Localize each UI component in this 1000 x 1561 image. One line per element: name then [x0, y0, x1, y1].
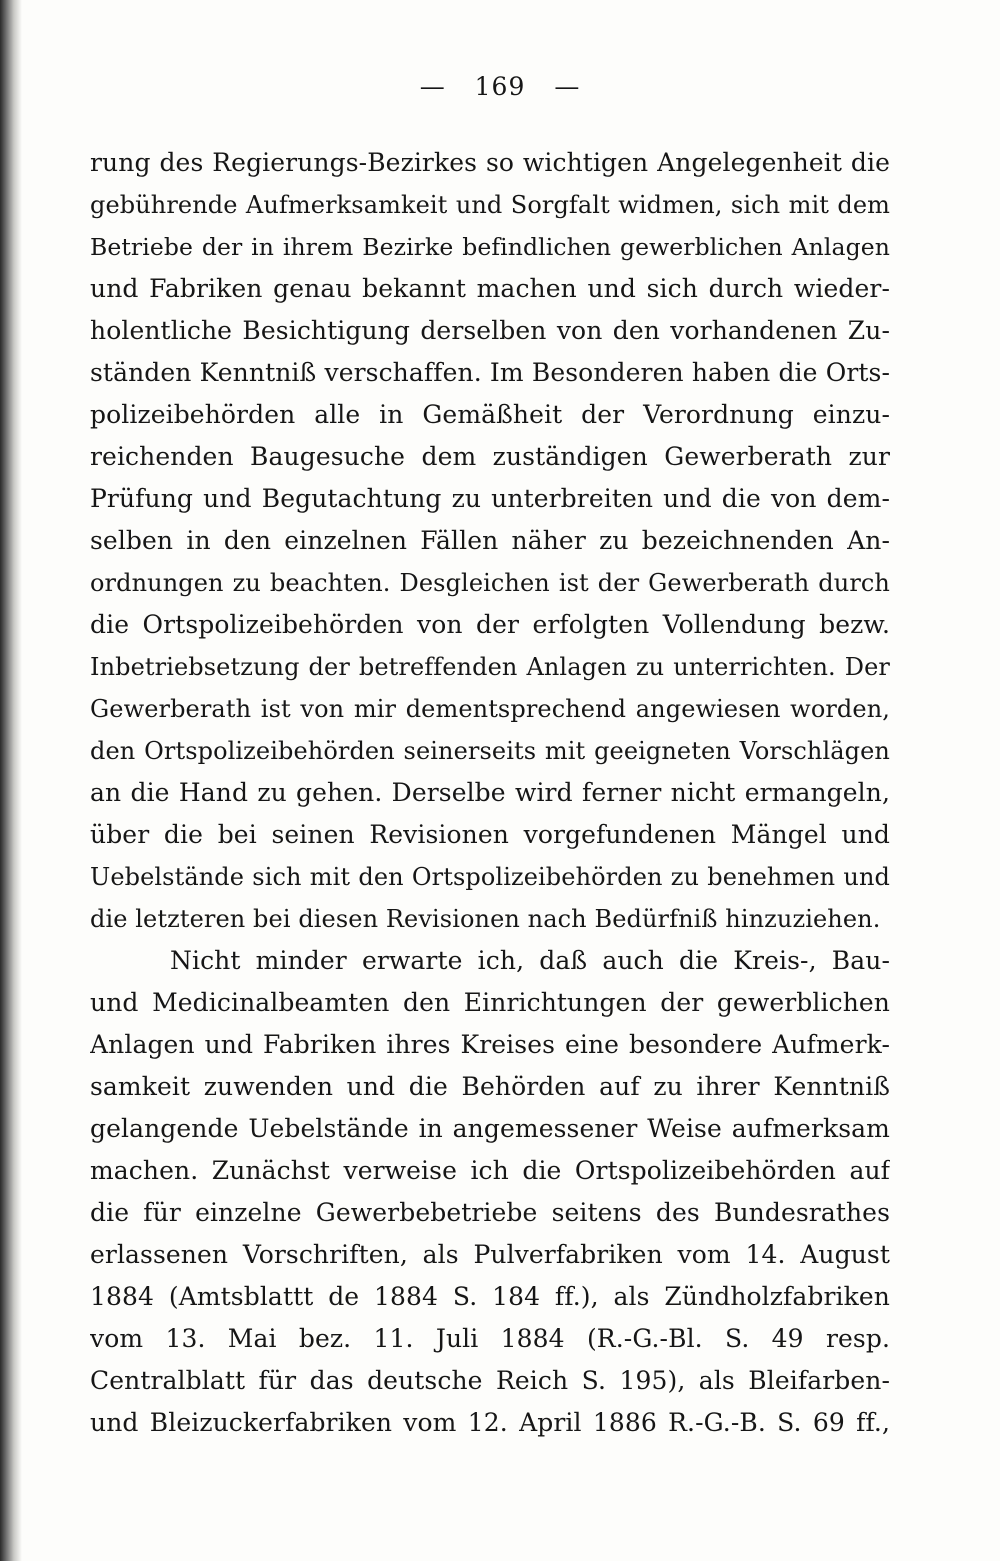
text-line: die für einzelne Gewerbebetriebe seitens des Bundesrathes [90, 1198, 890, 1227]
body-text [90, 142, 890, 1444]
text-line: den Ortspolizeibehörden seinerseits mit geeigneten Vorschlägen [90, 737, 890, 765]
paragraph-start-line: Nicht minder erwarte ich, daß auch die Kreis-, Bau- [170, 946, 890, 975]
text-line: an die Hand zu gehen. Derselbe wird ferner nicht ermangeln, [90, 778, 890, 807]
text-line: polizeibehörden alle in Gemäßheit der Verordnung einzu- [90, 400, 890, 429]
text-line: die Ortspolizeibehörden von der erfolgten Vollendung bezw. [90, 610, 890, 639]
text-line: Uebelstände sich mit den Ortspolizeibehörden zu benehmen und [90, 863, 890, 891]
text-line: Prüfung und Begutachtung zu unterbreiten und die von dem- [90, 484, 890, 513]
text-line: ständen Kenntniß verschaffen. Im Besonderen haben die Orts- [90, 358, 890, 387]
text-line: vom 13. Mai bez. 11. Juli 1884 (R.-G.-Bl. S. 49 resp. [90, 1324, 890, 1353]
text-line: Betriebe der in ihrem Bezirke befindlichen gewerblichen Anlagen [90, 233, 890, 261]
text-line: gelangende Uebelstände in angemessener Weise aufmerksam [90, 1114, 890, 1143]
text-line: Anlagen und Fabriken ihres Kreises eine besondere Aufmerk- [90, 1030, 890, 1059]
text-line: über die bei seinen Revisionen vorgefundenen Mängel und [90, 820, 890, 849]
text-line: selben in den einzelnen Fällen näher zu bezeichnenden An- [90, 526, 890, 555]
text-line: gebührende Aufmerksamkeit und Sorgfalt widmen, sich mit dem [90, 191, 890, 219]
page-header [0, 72, 1000, 101]
text-line: ordnungen zu beachten. Desgleichen ist der Gewerberath durch [90, 569, 890, 597]
header-dash-left: — [419, 72, 446, 101]
text-line: Centralblatt für das deutsche Reich S. 195), als Bleifarben- [90, 1366, 890, 1395]
text-line: und Bleizuckerfabriken vom 12. April 1886 R.-G.-B. S. 69 ff., [90, 1408, 890, 1437]
text-line: samkeit zuwenden und die Behörden auf zu ihrer Kenntniß [90, 1072, 890, 1101]
paragraph-end-line: die letzteren bei diesen Revisionen nach Bedürfniß hinzuziehen. [90, 905, 881, 933]
text-line: Gewerberath ist von mir dementsprechend angewiesen worden, [90, 695, 890, 723]
text-line: reichenden Baugesuche dem zuständigen Gewerberath zur [90, 442, 890, 471]
text-line: Inbetriebsetzung der betreffenden Anlagen zu unterrichten. Der [90, 653, 890, 681]
text-line: holentliche Besichtigung derselben von den vorhandenen Zu- [90, 316, 890, 345]
header-dash-right: — [554, 72, 581, 101]
text-line: machen. Zunächst verweise ich die Ortspolizeibehörden auf [90, 1156, 890, 1185]
text-line: und Medicinalbeamten den Einrichtungen der gewerblichen [90, 988, 890, 1017]
text-line: und Fabriken genau bekannt machen und sich durch wieder- [90, 274, 890, 303]
text-line: erlassenen Vorschriften, als Pulverfabriken vom 14. August [90, 1240, 890, 1269]
page-number: 169 [474, 72, 526, 101]
text-line: rung des Regierungs-Bezirkes so wichtigen Angelegenheit die [90, 148, 890, 177]
text-line: 1884 (Amtsblattt de 1884 S. 184 ff.), als Zündholzfabriken [90, 1282, 890, 1311]
book-spine-shadow [0, 0, 22, 1561]
